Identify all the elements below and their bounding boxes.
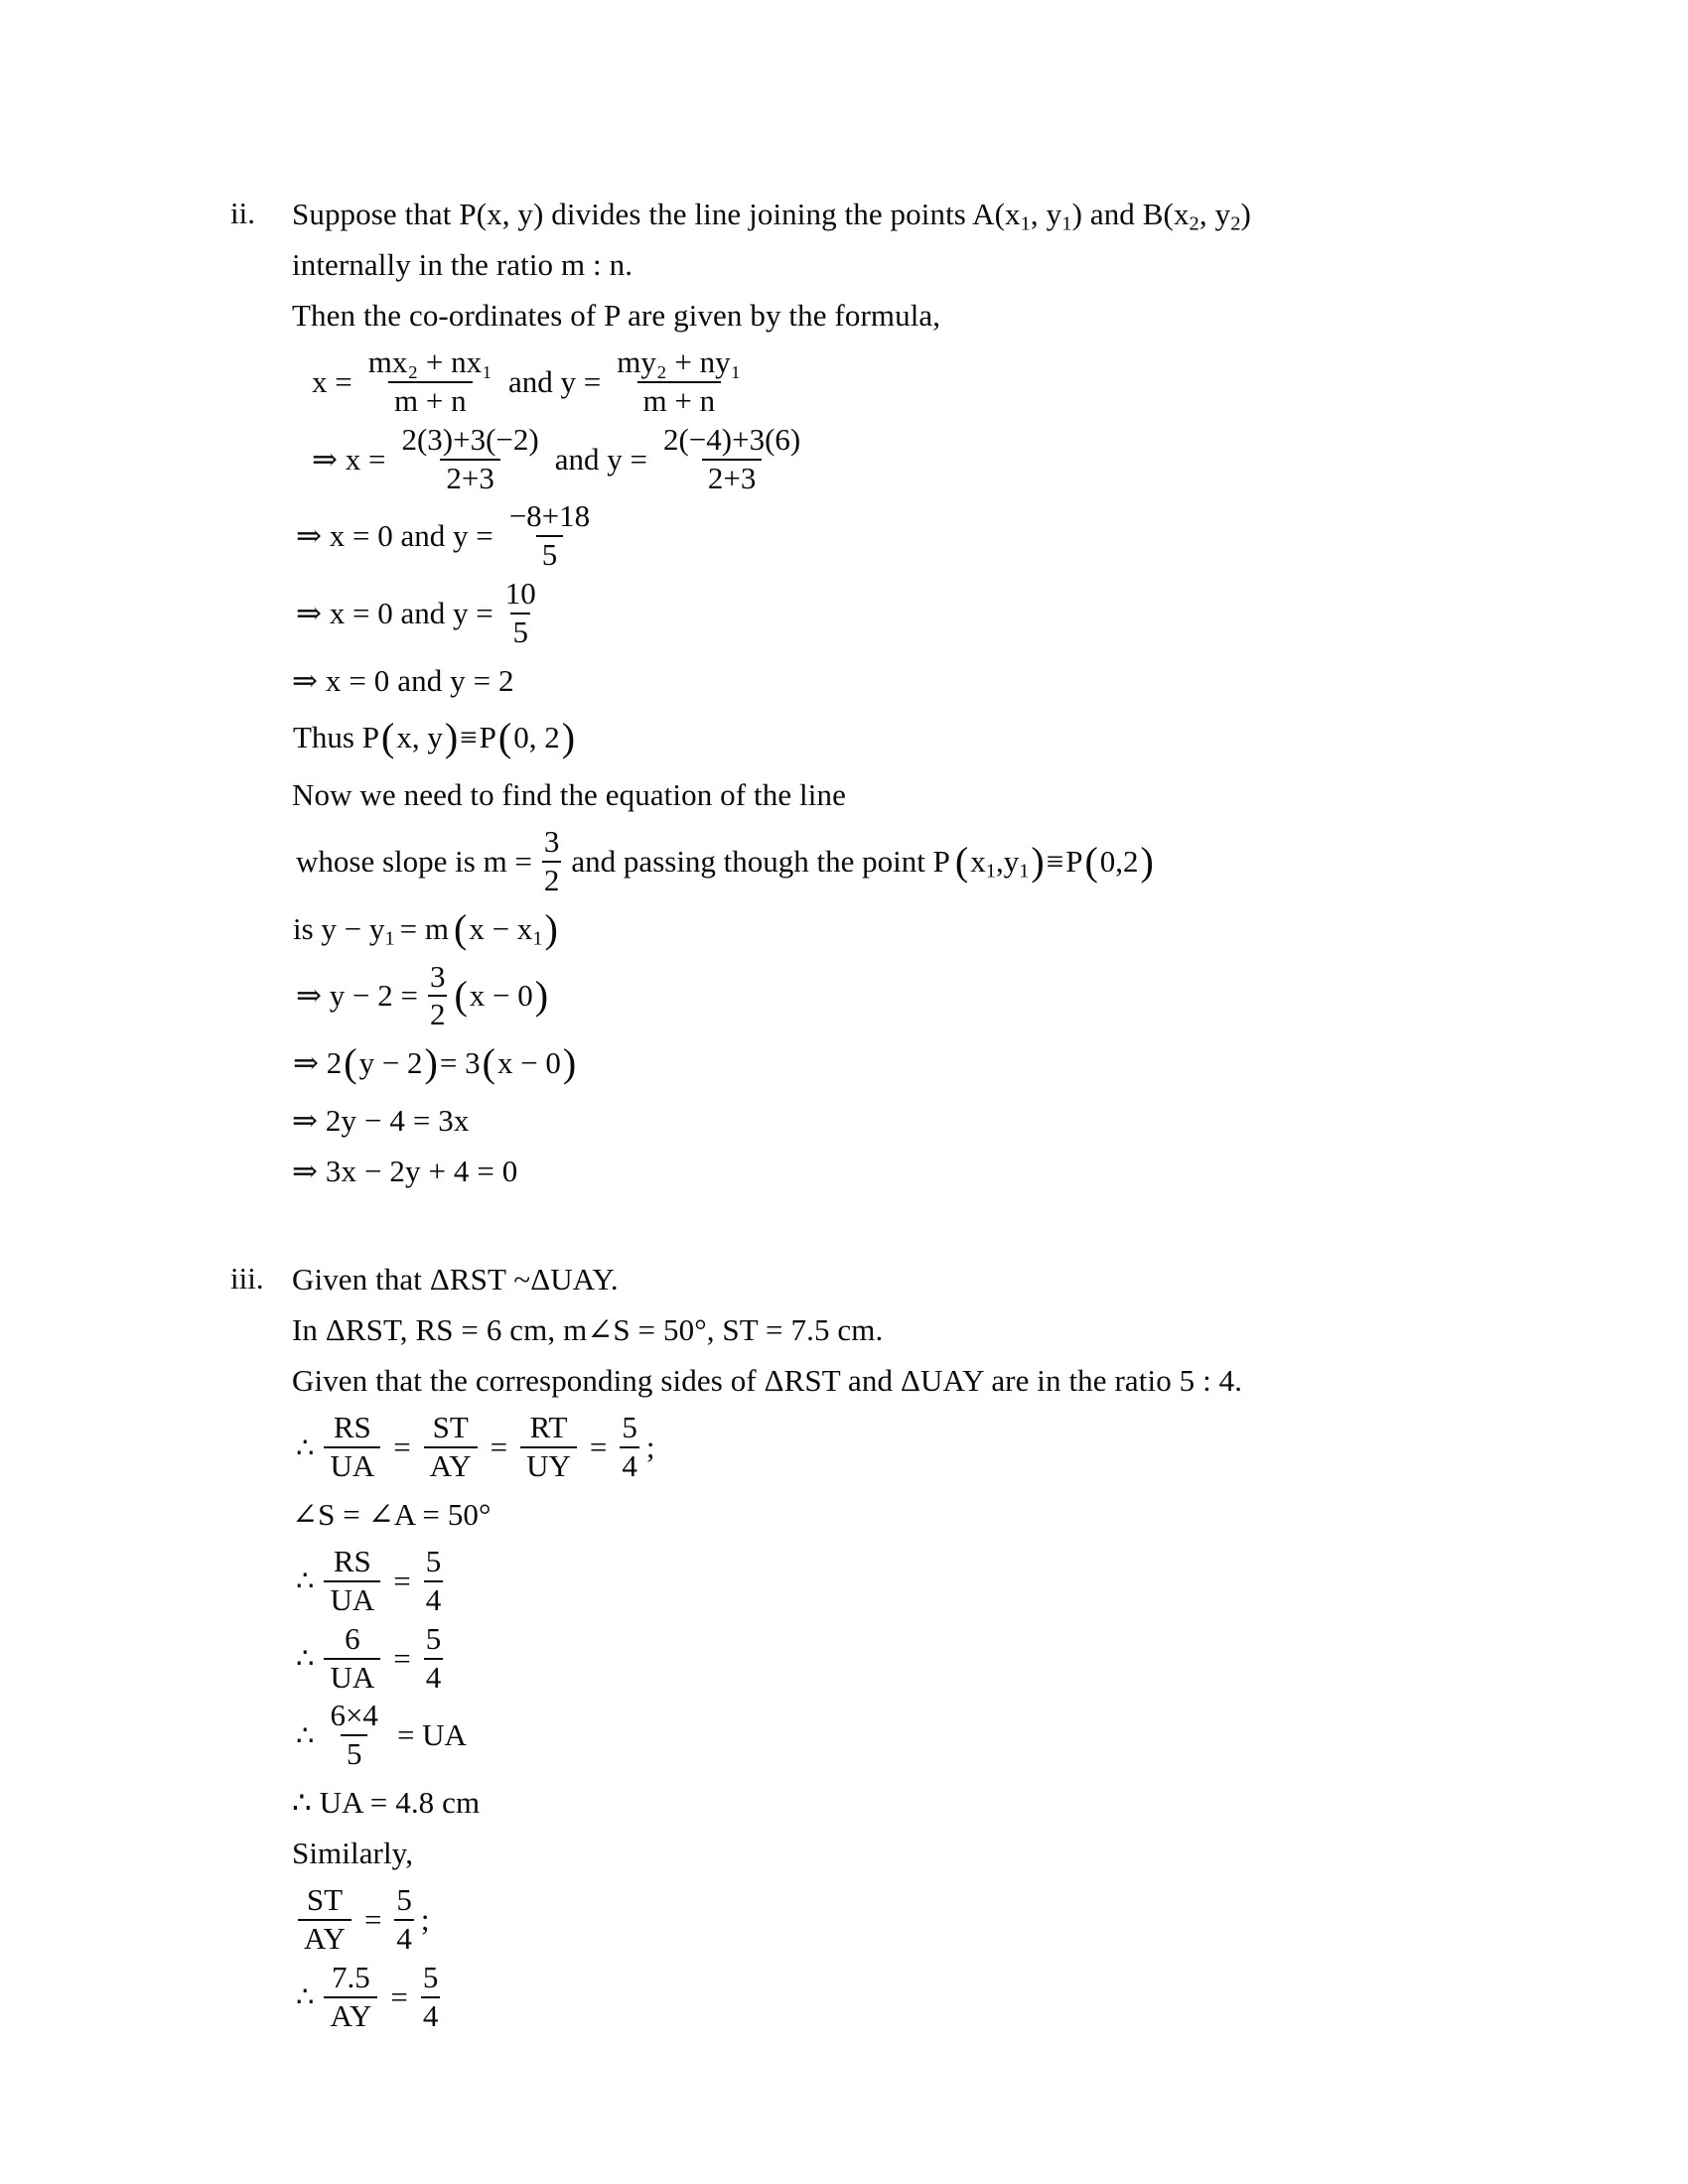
slope-arg1-x: x: [970, 843, 986, 879]
step8-row: ⇒ 3x − 2y + 4 = 0: [292, 1154, 518, 1189]
step-c-numerator: 6×4: [330, 1698, 378, 1733]
slope-sub-2: 1: [1019, 860, 1030, 883]
step-c-denominator: 5: [341, 1734, 368, 1771]
step5-arg: x − 0: [469, 978, 533, 1014]
slope-fraction: [542, 823, 562, 897]
therefore-icon: ∴: [296, 1432, 315, 1464]
right-paren-icon-6: ): [534, 973, 549, 1019]
right-paren-icon-8: ): [562, 1040, 577, 1086]
step1-x-fraction: [395, 421, 544, 495]
step-a-den-1: UA: [324, 1580, 380, 1617]
step6-arg2: x − 0: [496, 1045, 561, 1081]
slope-numerator: 3: [543, 823, 560, 859]
thus-arg2: 0, 2: [513, 719, 560, 754]
iii-statement-line-1: Given that ΔRST ~ΔUAY.: [292, 1262, 619, 1297]
step-f-row: [292, 1959, 1491, 2033]
page-content: [230, 189, 1491, 2039]
step-e-num-1: ST: [306, 1882, 344, 1918]
step-e-semicolon: ;: [420, 1902, 430, 1938]
right-paren-icon: ): [444, 714, 459, 759]
step2-numerator: −8+18: [508, 498, 591, 534]
sub-2: 1: [1061, 212, 1072, 235]
step-a-den-2: 4: [425, 1581, 442, 1617]
slope-denominator: 2: [543, 862, 560, 897]
right-paren-icon-4: ): [1140, 838, 1154, 884]
ratio-fraction-2: [424, 1412, 478, 1483]
pointslope-mid: = m: [399, 910, 449, 946]
iii-statement-line-3: Given that the corresponding sides of ΔRST and ΔUAY are in the ratio 5 : 4.: [292, 1363, 1243, 1399]
step2-lhs: ⇒ x = 0 and y =: [296, 518, 493, 554]
statement-line-1-a: Suppose that P(x, y) divides the line joining the points A(x: [292, 197, 1021, 231]
right-paren-icon-2: ): [561, 714, 576, 759]
step-a-num-2: 5: [425, 1544, 442, 1579]
slope-arg1-y: ,y: [995, 843, 1020, 879]
step3-fraction: [503, 578, 538, 649]
step-c-equals-ua: = UA: [396, 1717, 467, 1753]
step-b-den-1: UA: [324, 1658, 380, 1695]
ratio-3-numerator: RT: [529, 1410, 568, 1445]
step-e-equals: =: [363, 1902, 382, 1938]
step6-row: [292, 1037, 1491, 1089]
formula-x-numerator: mx₂ + nx₁: [367, 344, 492, 379]
left-paren-icon-2: (: [497, 714, 512, 759]
therefore-icon-2: ∴: [296, 1566, 315, 1598]
step-c-fraction: [324, 1700, 383, 1771]
ratio-semicolon: ;: [645, 1430, 655, 1465]
formula-and-y-label: and y =: [507, 363, 602, 399]
step-a-row: [292, 1546, 1491, 1617]
slope-sub-1: 1: [985, 860, 996, 883]
step-f-num-2: 5: [422, 1959, 439, 1994]
step-c-row: [292, 1700, 1491, 1771]
step2-fraction: [503, 500, 596, 572]
step-f-num-1: 7.5: [332, 1959, 370, 1994]
step-d-row: ∴ UA = 4.8 cm: [292, 1785, 481, 1821]
step-e-row: [292, 1884, 1491, 1956]
formula-y-denominator: m + n: [637, 381, 722, 418]
step6-mid: = 3: [439, 1045, 481, 1081]
step-b-equals: =: [393, 1640, 411, 1676]
ratio-equals-2: =: [490, 1430, 508, 1465]
right-paren-icon-7: ): [424, 1040, 438, 1086]
step-f-fraction-1: [324, 1959, 377, 2033]
sub-4: 2: [1230, 212, 1241, 235]
formula-y-fraction: [611, 346, 747, 418]
step-a-fraction-2: [424, 1546, 444, 1617]
similarly-line: Similarly,: [292, 1836, 414, 1871]
step-e-num-2: 5: [396, 1882, 412, 1918]
step4-row: ⇒ x = 0 and y = 2: [292, 662, 514, 698]
ratio-chain-row: [292, 1412, 1491, 1483]
step-f-equals: =: [390, 1979, 408, 2014]
step-b-num-1: 6: [345, 1620, 360, 1656]
step2-row: [292, 500, 1491, 572]
step-b-fraction-1: [324, 1620, 380, 1695]
left-paren-icon-7: (: [344, 1040, 357, 1086]
statement-line-1: [292, 189, 1491, 239]
list-body-ii: [292, 189, 1491, 1196]
slope-arg2: 0,2: [1099, 843, 1139, 879]
step1-lhs: ⇒ x =: [312, 441, 386, 477]
step-b-num-2: 5: [425, 1620, 442, 1656]
point-slope-row: [292, 903, 1491, 955]
section-spacer: [230, 1196, 1491, 1254]
step-a-num-1: RS: [333, 1544, 371, 1579]
now-we-need-line: Now we need to find the equation of the line: [292, 776, 846, 812]
step1-y-denominator: 2+3: [702, 459, 762, 495]
step-f-den-1: AY: [324, 1996, 377, 2033]
ratio-fraction-4: [620, 1412, 639, 1483]
list-body-iii: [292, 1254, 1491, 2038]
step-b-fraction-2: [424, 1620, 444, 1695]
right-paren-icon-3: ): [1031, 838, 1045, 884]
left-paren-icon-4: (: [1084, 838, 1098, 884]
step5-numerator: 3: [429, 958, 446, 994]
formula-x-label: x =: [312, 363, 352, 399]
slope-arg1-a: [969, 843, 1030, 883]
step-b-row: [292, 1620, 1491, 1695]
step6-lhs: ⇒ 2: [293, 1045, 343, 1081]
pointslope-pre-text: is y − y: [293, 910, 385, 946]
thus-arg1: x, y: [396, 719, 443, 754]
ratio-4-numerator: 5: [622, 1410, 637, 1445]
step6-arg1: y − 2: [358, 1045, 423, 1081]
ratio-fraction-1: [324, 1412, 380, 1483]
statement-line-1-b: , y: [1030, 197, 1062, 231]
statement-line-1-d: , y: [1198, 197, 1231, 231]
pointslope-arg-text: x − x: [469, 910, 533, 946]
ratio-1-denominator: UA: [324, 1446, 380, 1483]
step5-row: [292, 958, 1491, 1032]
step2-denominator: 5: [536, 535, 564, 572]
list-item-iii: [230, 1254, 1491, 2038]
slope-equiv: ≡: [1046, 843, 1064, 879]
ratio-2-denominator: AY: [424, 1446, 478, 1483]
therefore-icon-4: ∴: [296, 1719, 315, 1752]
left-paren-icon: (: [381, 714, 395, 759]
ratio-4-denominator: 4: [622, 1448, 637, 1484]
left-paren-icon-6: (: [454, 973, 468, 1019]
statement-line-2: internally in the ratio m : n.: [292, 247, 633, 282]
step-e-fraction-2: [394, 1884, 414, 1956]
list-item-ii: [230, 189, 1491, 1196]
ratio-3-denominator: UY: [520, 1446, 577, 1483]
step5-denominator: 2: [429, 997, 446, 1032]
iii-statement-line-2: In ΔRST, RS = 6 cm, m∠S = 50°, ST = 7.5 cm.: [292, 1312, 884, 1348]
step-a-fraction-1: [324, 1546, 380, 1617]
step-substitution-row: [292, 421, 1491, 495]
formula-x-fraction: [362, 346, 498, 418]
step3-lhs: ⇒ x = 0 and y =: [296, 596, 493, 631]
therefore-icon-5: ∴: [296, 1981, 315, 2014]
step1-x-denominator: 2+3: [440, 459, 499, 495]
section-formula-row: [292, 346, 1491, 418]
right-paren-icon-5: ): [544, 905, 558, 951]
step3-numerator: 10: [504, 576, 536, 612]
thus-post: P: [479, 719, 496, 754]
ratio-1-numerator: RS: [333, 1410, 371, 1445]
statement-line-1-c: ) and B(x: [1071, 197, 1190, 231]
slope-post: P: [1065, 843, 1083, 879]
statement-line-3: Then the co-ordinates of P are given by the formula,: [292, 298, 941, 333]
sub-3: 2: [1189, 212, 1199, 235]
formula-y-numerator: my₂ + ny₁: [617, 344, 742, 379]
ratio-equals-3: =: [589, 1430, 608, 1465]
list-marker-iii: iii.: [230, 1261, 264, 1297]
step-e-fraction-1: [298, 1884, 352, 1956]
therefore-icon-3: ∴: [296, 1643, 315, 1676]
statement-line-1-e: ): [1240, 197, 1251, 231]
step-e-den-1: AY: [298, 1919, 352, 1956]
step3-row: [292, 578, 1491, 649]
slope-row: [292, 823, 1491, 897]
left-paren-icon-8: (: [482, 1040, 495, 1086]
pointslope-sub-1: 1: [384, 927, 395, 950]
step1-x-numerator: 2(3)+3(−2): [401, 421, 539, 457]
left-paren-icon-5: (: [454, 905, 468, 951]
pointslope-sub-2: 1: [532, 927, 543, 950]
formula-x-denominator: m + n: [388, 381, 473, 418]
slope-pre: whose slope is m =: [296, 843, 532, 879]
sub-1: 1: [1020, 212, 1031, 235]
ratio-fraction-3: [520, 1412, 577, 1483]
left-paren-icon-3: (: [954, 838, 969, 884]
pointslope-pre: [292, 910, 396, 950]
ratio-equals-1: =: [393, 1430, 411, 1465]
ratio-2-numerator: ST: [432, 1410, 469, 1445]
thus-row: [292, 712, 1491, 763]
step1-y-fraction: [657, 421, 806, 495]
thus-pre: Thus P: [293, 719, 379, 754]
step-e-den-2: 4: [396, 1921, 412, 1957]
step3-denominator: 5: [512, 614, 528, 650]
step7-row: ⇒ 2y − 4 = 3x: [292, 1103, 470, 1139]
step-b-den-2: 4: [425, 1659, 442, 1695]
thus-equiv: ≡: [460, 719, 478, 754]
step-f-den-2: 4: [422, 1997, 439, 2033]
step1-and-y-label: and y =: [554, 441, 647, 477]
step1-y-numerator: 2(−4)+3(6): [662, 421, 801, 457]
step-f-fraction-2: [421, 1959, 441, 2033]
angle-equality-line: ∠S = ∠A = 50°: [292, 1497, 492, 1533]
list-marker-ii: ii.: [230, 196, 255, 230]
pointslope-arg: [468, 910, 543, 950]
step-a-equals: =: [393, 1563, 411, 1598]
slope-mid: and passing though the point P: [571, 843, 950, 879]
step5-fraction: [428, 958, 448, 1032]
step5-lhs: ⇒ y − 2 =: [296, 978, 418, 1014]
